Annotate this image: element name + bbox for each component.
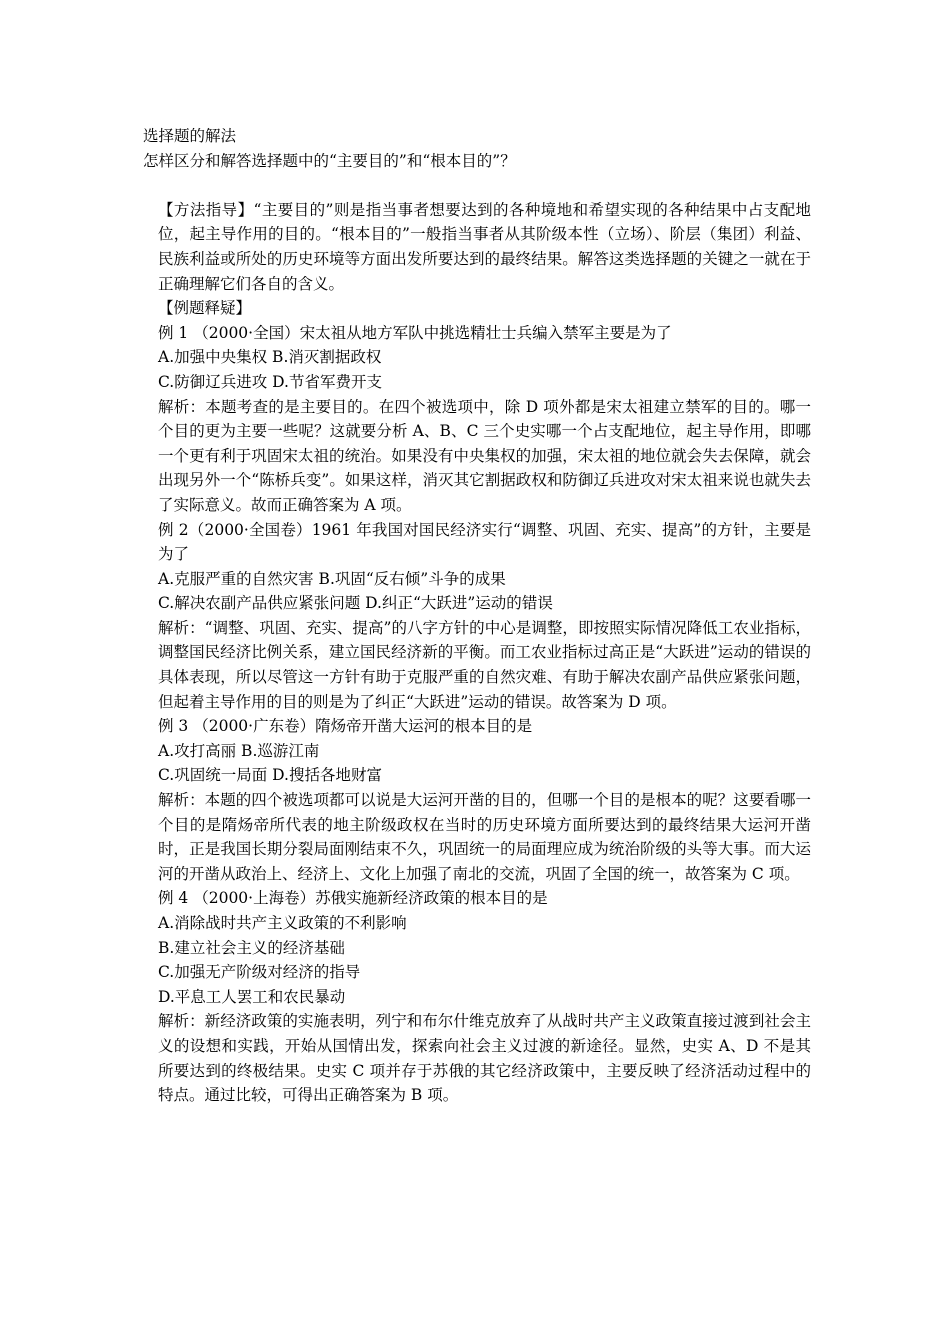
example-3-options-ab: A.攻打高丽 B.巡游江南 (158, 741, 320, 760)
example-1-options-ab: A.加强中央集权 B.消灭割据政权 (158, 348, 382, 367)
method-guide-paragraph: 【方法指导】“主要目的”则是指当事者想要达到的各种境地和希望实现的各种结果中占支配地位，起主导作用的目的。“根本目的”一般指当事者从其阶级本性（立场）、阶层（集团）利益、民族利益或所处的历史环境等方面出发所要达到的最终结果。解答这类选择题的关键之一就在于正确理解它们各自的含义。 (158, 200, 811, 293)
example-4-analysis: 解析：新经济政策的实施表明，列宁和布尔什维克放弃了从战时共产主义政策直接过渡到社会主义的设想和实践，开始从国情出发，探索向社会主义过渡的新途径。显然，史实 A、D 不是其所要达到的终极结果。史实 C 项并存于苏俄的其它经济政策中，主要反映了经济活动过程中的特点。通过比较，可得出正确答案为 B 项。 (158, 1012, 811, 1105)
example-2-options-ab: A.克服严重的自然灾害 B.巩固“反右倾”斗争的成果 (158, 569, 506, 588)
document-title: 选择题的解法 (143, 127, 237, 145)
example-2-question: 例 2（2000·全国卷）1961 年我国对国民经济实行“调整、巩固、充实、提高”的方针，主要是为了 (158, 520, 811, 564)
blank-line (143, 173, 811, 198)
example-1-analysis: 解析：本题考查的是主要目的。在四个被选项中，除 D 项外都是宋太祖建立禁军的目的。哪一个目的更为主要一些呢？这就要分析 A、B、C 三个史实哪一个占支配地位，起主导作用，即哪一个更有利于巩固宋太祖的统治。如果没有中央集权的加强，宋太祖的地位就会失去保障，就会出现另外一个“陈桥兵变”。如果这样，消灭其它割据政权和防御辽兵进攻对宋太祖来说也就失去了实际意义。故而正确答案为 A 项。 (158, 397, 811, 514)
example-4-question: 例 4 （2000·上海卷）苏俄实施新经济政策的根本目的是 (158, 889, 548, 908)
example-1-question: 例 1 （2000·全国）宋太祖从地方军队中挑选精壮士兵编入禁军主要是为了 (158, 323, 672, 342)
example-4-option-c: C.加强无产阶级对经济的指导 (158, 963, 361, 982)
example-4-option-a: A.消除战时共产主义政策的不利影响 (158, 914, 407, 932)
example-heading: 【例题释疑】 (158, 299, 252, 318)
example-4-option-b: B.建立社会主义的经济基础 (158, 938, 345, 957)
example-2-options-cd: C.解决农副产品供应紧张问题 D.纠正“大跃进”运动的错误 (158, 594, 553, 613)
example-4-option-d: D.平息工人罢工和农民暴动 (158, 987, 346, 1006)
document-subtitle: 怎样区分和解答选择题中的“主要目的”和“根本目的”？ (143, 151, 516, 170)
example-3-analysis: 解析：本题的四个被选项都可以说是大运河开凿的目的，但哪一个目的是根本的呢？这要看哪一个目的是隋炀帝所代表的地主阶级政权在当时的历史环境方面所要达到的最终结果大运河开凿时，正是我国长期分裂局面刚结束不久，巩固统一的局面理应成为统治阶级的头等大事。而大运河的开凿从政治上、经济上、文化上加强了南北的交流，巩固了全国的统一，故答案为 C 项。 (158, 791, 811, 883)
example-1-options-cd: C.防御辽兵进攻 D.节省军费开支 (158, 372, 382, 391)
example-2-analysis: 解析：“调整、巩固、充实、提高”的八字方针的中心是调整，即按照实际情况降低工农业指标，调整国民经济比例关系，建立国民经济新的平衡。而工农业指标过高正是“大跃进”运动的错误的具体表现，所以尽管这一方针有助于克服严重的自然灾难、有助于解决农副产品供应紧张问题，但起着主导作用的目的则是为了纠正“大跃进”运动的错误。故答案为 D 项。 (158, 618, 811, 711)
example-3-options-cd: C.巩固统一局面 D.搜括各地财富 (158, 766, 382, 785)
example-3-question: 例 3 （2000·广东卷）隋炀帝开凿大运河的根本目的是 (158, 717, 533, 736)
document-body (143, 124, 811, 1108)
